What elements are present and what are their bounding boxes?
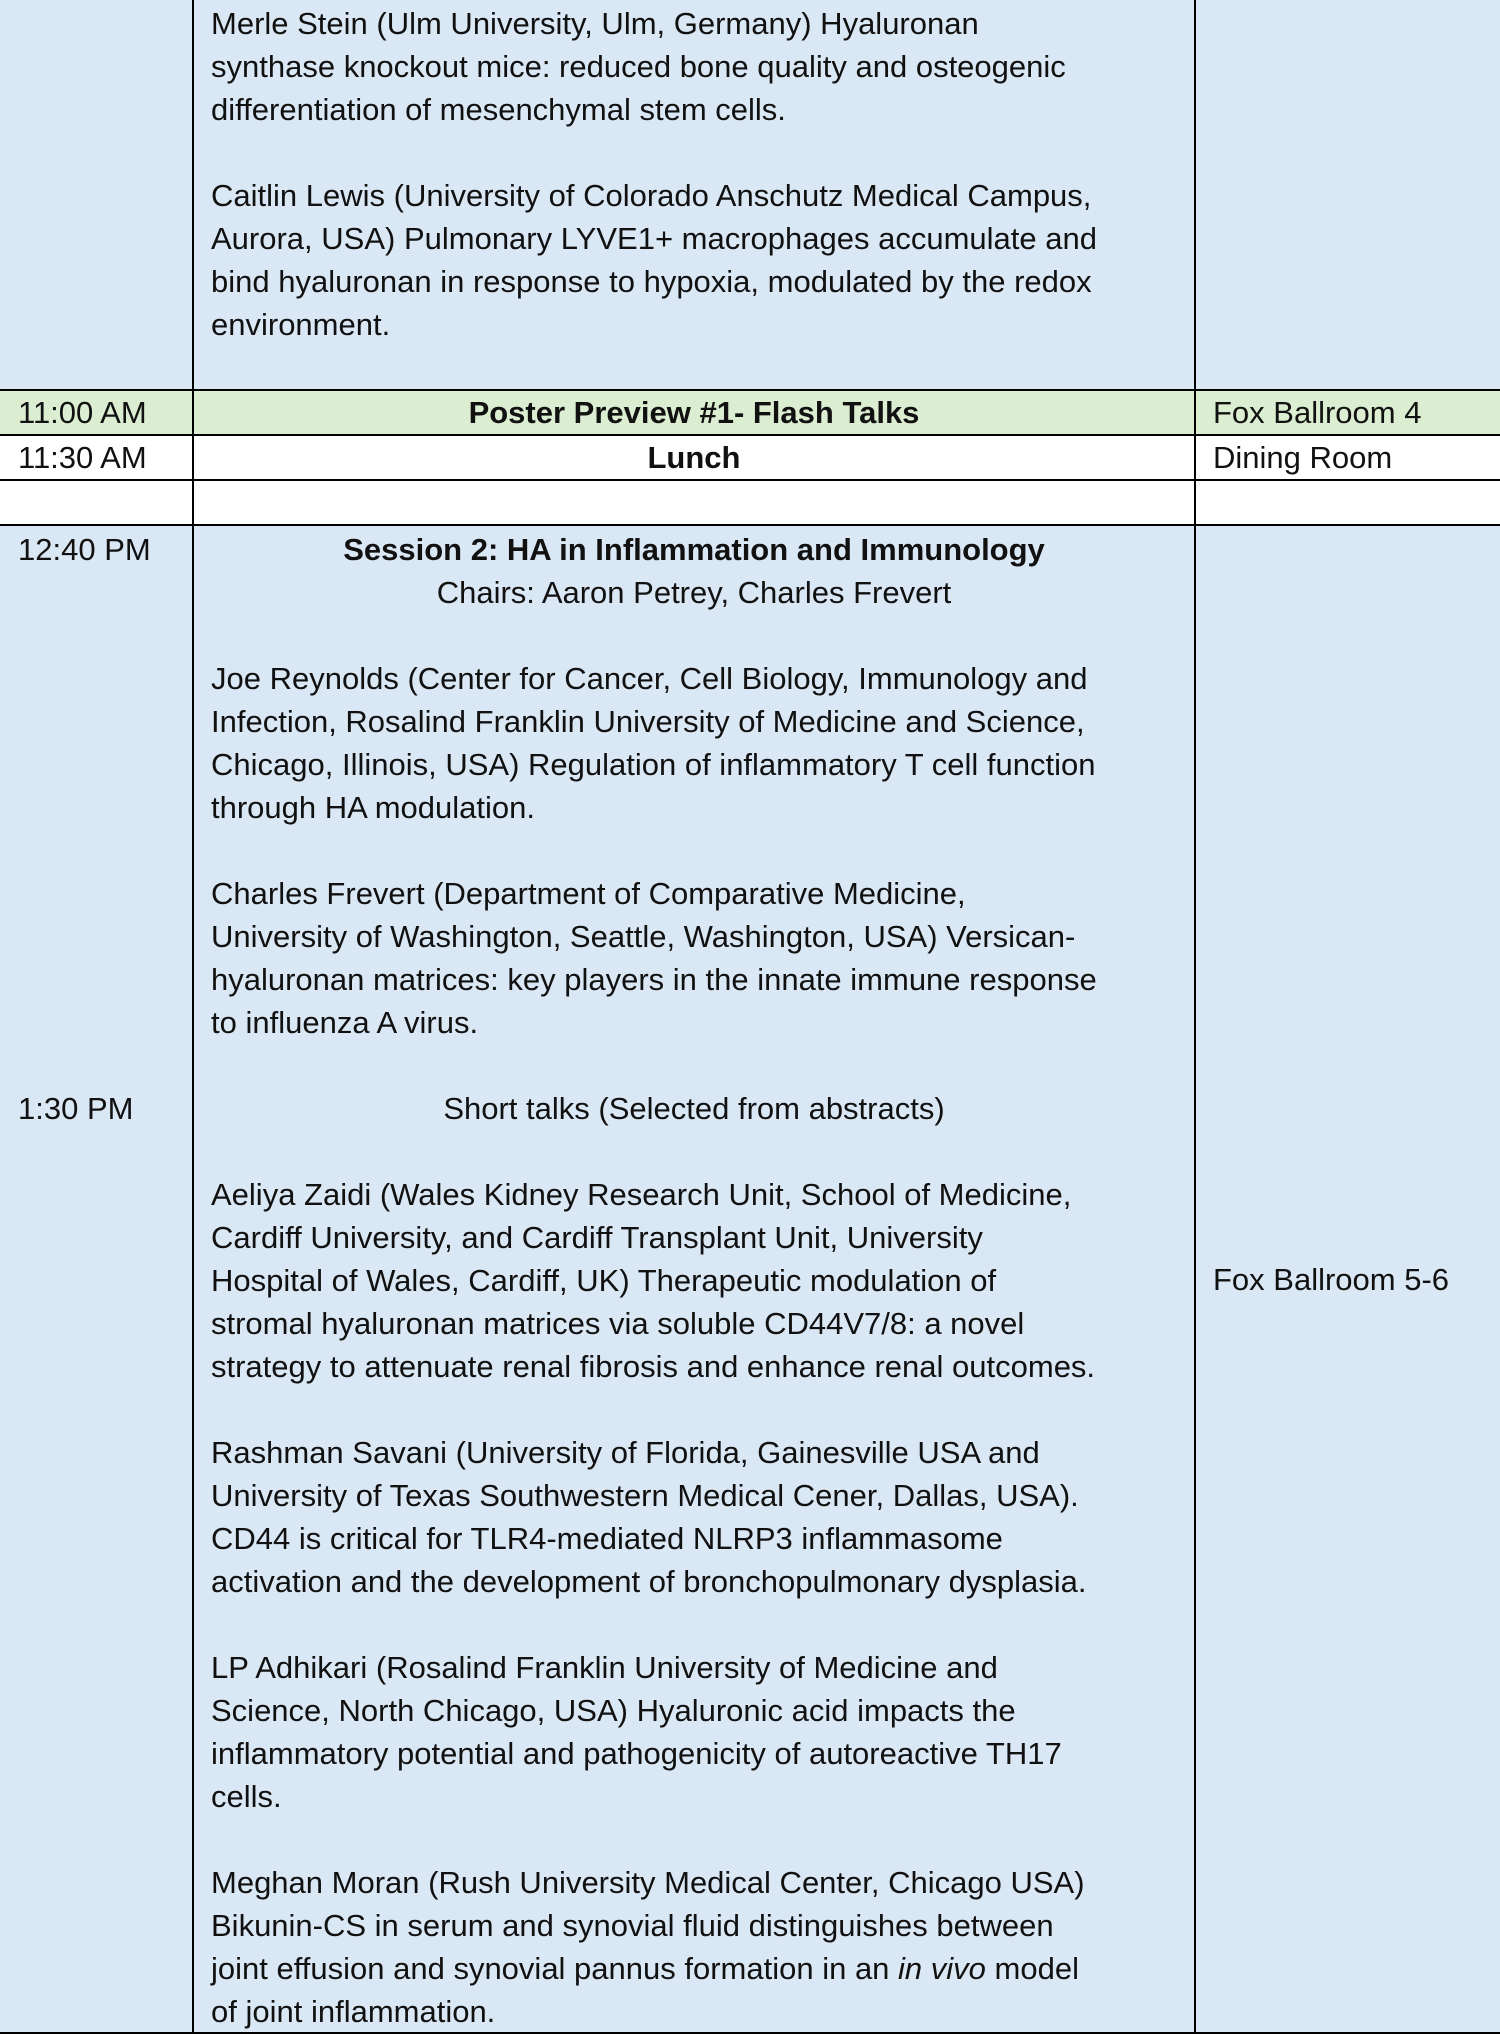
talk-line: Chicago, Illinois, USA) Regulation of inflammatory T cell function [211, 747, 1096, 782]
talk-line: inflammatory potential and pathogenicity of autoreactive TH17 [211, 1736, 1062, 1771]
grid-line [0, 524, 1500, 526]
session-time: 12:40 PM [18, 532, 151, 567]
talk-line: Merle Stein (Ulm University, Ulm, Germany) Hyaluronan [211, 6, 979, 41]
session-title: Session 2: HA in Inflammation and Immunology [343, 532, 1045, 567]
talk-line: of joint inflammation. [211, 1994, 496, 2029]
talk-line: cells. [211, 1779, 282, 1814]
talk-line: through HA modulation. [211, 790, 535, 825]
talk-line: stromal hyaluronan matrices via soluble CD44V7/8: a novel [211, 1306, 1025, 1341]
talk-line: environment. [211, 307, 391, 342]
grid-line [1194, 0, 1196, 2034]
empty-row [0, 480, 1500, 525]
grid-line [0, 434, 1500, 436]
talk-list [193, 1173, 1195, 1861]
row-time: 11:30 AM [0, 435, 193, 480]
room-cell [1195, 0, 1500, 390]
short-talks-heading: Short talks (Selected from abstracts) [443, 1091, 945, 1126]
grid-line [0, 389, 1500, 391]
room-cell [1195, 525, 1500, 2034]
talk-line: hyaluronan matrices: key players in the innate immune response [211, 962, 1097, 997]
talk-line: to influenza A virus. [211, 1005, 479, 1040]
talk-line: LP Adhikari (Rosalind Franklin University of Medicine and [211, 1650, 998, 1685]
talk-line: Cardiff University, and Cardiff Transplant Unit, University [211, 1220, 983, 1255]
short-talks-time: 1:30 PM [18, 1091, 134, 1126]
talk-line: Meghan Moran (Rush University Medical Center, Chicago USA) [211, 1865, 1085, 1900]
talk-line: Caitlin Lewis (University of Colorado Anschutz Medical Campus, [211, 178, 1092, 213]
row-room: Fox Ballroom 4 [1195, 390, 1500, 435]
talk-line: Aurora, USA) Pulmonary LYVE1+ macrophages accumulate and [211, 221, 1097, 256]
time-cell [0, 525, 193, 2034]
talk-line: Bikunin-CS in serum and synovial fluid distinguishes between [211, 1908, 1054, 1943]
talk-item [211, 872, 1177, 1044]
talk-line: strategy to attenuate renal fibrosis and enhance renal outcomes. [211, 1349, 1096, 1384]
grid-line [0, 479, 1500, 481]
talk-line: Science, North Chicago, USA) Hyaluronic acid impacts the [211, 1693, 1016, 1728]
talk-item [211, 1173, 1177, 1388]
talk-line: Aeliya Zaidi (Wales Kidney Research Unit, School of Medicine, [211, 1177, 1072, 1212]
talk-item [211, 657, 1177, 829]
talk-list [193, 2, 1195, 389]
talk-item [211, 1431, 1177, 1603]
row-room: Dining Room [1195, 435, 1500, 480]
talk-line: synthase knockout mice: reduced bone quality and osteogenic [211, 49, 1066, 84]
talk-list [193, 657, 1195, 1087]
session-cell [193, 525, 1195, 2034]
row-title: Poster Preview #1- Flash Talks [193, 390, 1195, 435]
row-time: 11:00 AM [0, 390, 193, 435]
grid-line [192, 0, 194, 2034]
talk-item [211, 1646, 1177, 1818]
talk-line: Charles Frevert (Department of Comparative Medicine, [211, 876, 966, 911]
session-chairs: Chairs: Aaron Petrey, Charles Frevert [436, 575, 952, 610]
talk-item [193, 1861, 1195, 2033]
row-title: Lunch [193, 435, 1195, 480]
talk-line: Rashman Savani (University of Florida, Gainesville USA and [211, 1435, 1040, 1470]
talk-item [211, 174, 1177, 346]
talk-line: University of Texas Southwestern Medical Cener, Dallas, USA). [211, 1478, 1079, 1513]
session-room: Fox Ballroom 5-6 [1213, 1262, 1450, 1297]
talk-line: differentiation of mesenchymal stem cells. [211, 92, 786, 127]
talk-line: Joe Reynolds (Center for Cancer, Cell Biology, Immunology and [211, 661, 1088, 696]
session-cell [193, 0, 1195, 390]
talk-line: activation and the development of bronchopulmonary dysplasia. [211, 1564, 1087, 1599]
talk-line: CD44 is critical for TLR4-mediated NLRP3 inflammasome [211, 1521, 1003, 1556]
talk-line: bind hyaluronan in response to hypoxia, modulated by the redox [211, 264, 1092, 299]
talk-item [211, 2, 1177, 131]
time-cell [0, 0, 193, 390]
talk-line: Infection, Rosalind Franklin University of Medicine and Science, [211, 704, 1085, 739]
talk-line: Hospital of Wales, Cardiff, UK) Therapeutic modulation of [211, 1263, 997, 1298]
talk-line: University of Washington, Seattle, Washington, USA) Versican- [211, 919, 1076, 954]
talk-line: joint effusion and synovial pannus formation in an in vivo model [211, 1951, 1079, 1986]
